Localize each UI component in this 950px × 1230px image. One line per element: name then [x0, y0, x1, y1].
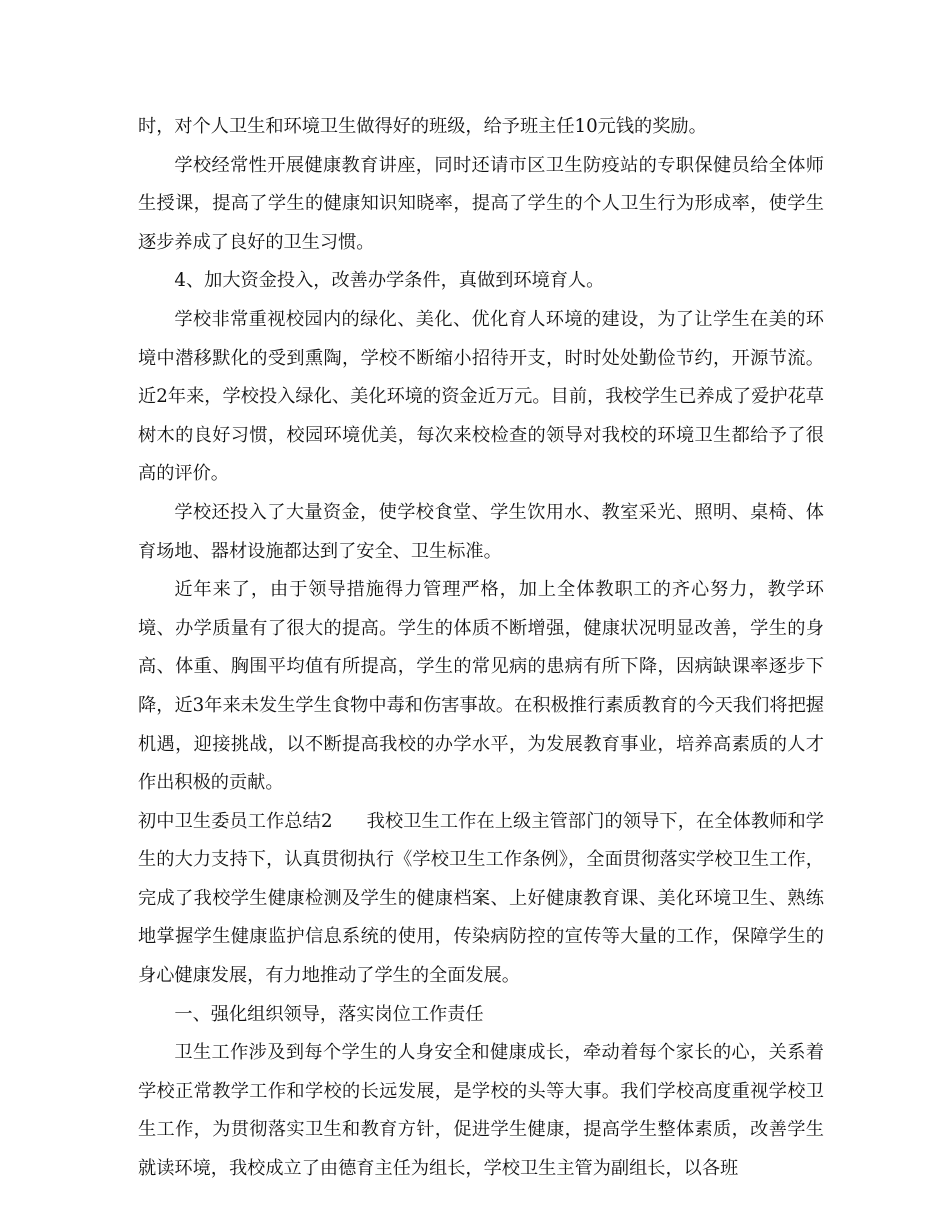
- paragraph-4: 学校还投入了大量资金，使学校食堂、学生饮用水、教室采光、照明、桌椅、体育场地、器材设施都达到了安全、卫生标准。: [138, 501, 824, 562]
- section-2-paragraph: [138, 803, 824, 996]
- section-heading-4: 4、加大资金投入，改善办学条件，真做到环境育人。: [174, 270, 605, 292]
- document-page: [138, 108, 824, 1189]
- paragraph-3: 学校非常重视校园内的绿化、美化、优化育人环境的建设，为了让学生在美的环境中潜移默化的受到熏陶，学校不断缩小招待开支，时时处处勤俭节约，开源节流。近2年来，学校投入绿化、美化环境的资金近万元。目前，我校学生已养成了爱护花草树木的良好习惯，校园环境优美，每次来校检查的领导对我校的环境卫生都给予了很高的评价。: [138, 308, 824, 485]
- paragraph-5: 近年来了，由于领导措施得力管理严格，加上全体教职工的齐心努力，教学环境、办学质量有了很大的提高。学生的体质不断增强，健康状况明显改善，学生的身高、体重、胸围平均值有所提高，学生的常见病的患病有所下降，因病缺课率逐步下降，近3年来未发生学生食物中毒和伤害事故。在积极推行素质教育的今天我们将把握机遇，迎接挑战，以不断提高我校的办学水平，为发展教育事业，培养高素质的人才作出积极的贡献。: [138, 579, 824, 794]
- paragraph-6: 卫生工作涉及到每个学生的人身安全和健康成长，牵动着每个家长的心，关系着学校正常教学工作和学校的长远发展，是学校的头等大事。我们学校高度重视学校卫生工作，为贯彻落实卫生和教育方针，促进学生健康，提高学生整体素质，改善学生就读环境，我校成立了由德育主任为组长，学校卫生主管为副组长，以各班: [138, 1042, 824, 1180]
- section-2-title: 初中卫生委员工作总结2: [138, 810, 333, 832]
- paragraph-2: 学校经常性开展健康教育讲座，同时还请市区卫生防疫站的专职保健员给全体师生授课，提高了学生的健康知识知晓率，提高了学生的个人卫生行为形成率，使学生逐步养成了良好的卫生习惯。: [138, 154, 824, 253]
- section-heading-1: 一、强化组织领导，落实岗位工作责任: [174, 1003, 484, 1025]
- section-2-text: 我校卫生工作在上级主管部门的领导下，在全体教师和学生的大力支持下，认真贯彻执行《学校卫生工作条例》，全面贯彻落实学校卫生工作，完成了我校学生健康检测及学生的健康档案、上好健康教育课、美化环境卫生、熟练地掌握学生健康监护信息系统的使用，传染病防控的宣传等大量的工作，保障学生的身心健康发展，有力地推动了学生的全面发展。: [138, 810, 824, 987]
- paragraph-1: 时，对个人卫生和环境卫生做得好的班级，给予班主任10元钱的奖励。: [138, 116, 707, 137]
